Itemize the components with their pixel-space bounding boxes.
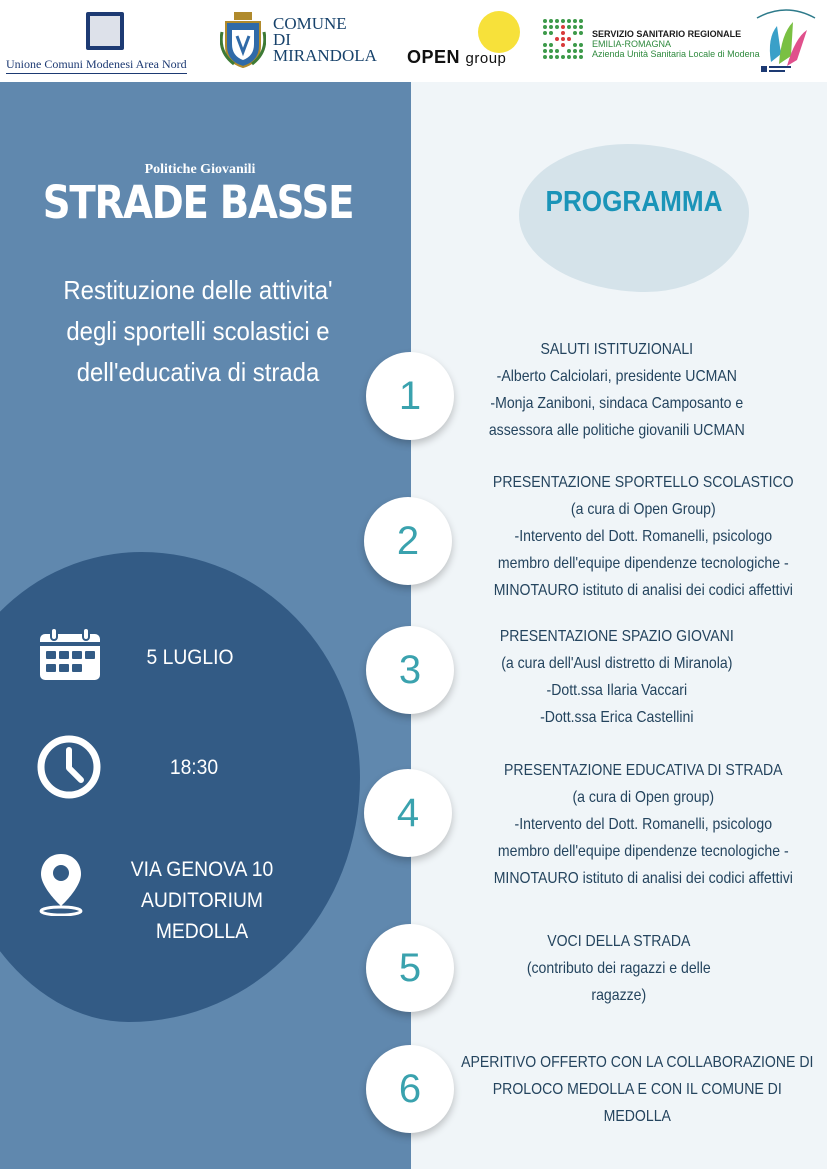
eyebrow-label: Politiche Giovanili bbox=[144, 162, 256, 177]
step-2-text bbox=[462, 469, 825, 604]
step-2-line-5: MINOTAURO istituto di analisi dei codici affettivi bbox=[493, 582, 793, 599]
step-1-line-4: assessora alle politiche giovanili UCMAN bbox=[488, 422, 745, 439]
step-6-line-3: MEDOLLA bbox=[603, 1108, 671, 1125]
step-1-text bbox=[476, 336, 758, 444]
location-pin-icon bbox=[37, 852, 85, 916]
mirandola-logo-text bbox=[273, 16, 377, 64]
clock-icon bbox=[36, 734, 102, 800]
step-number-6: 6 bbox=[366, 1045, 454, 1133]
step-4-line-5: MINOTAURO istituto di analisi dei codici affettivi bbox=[493, 870, 793, 887]
event-time: 18:30 bbox=[169, 756, 219, 779]
step-number-5: 5 bbox=[366, 924, 454, 1012]
step-5-line-3: ragazze) bbox=[591, 987, 647, 1004]
ucman-logo-text: Unione Comuni Modenesi Area Nord bbox=[6, 57, 187, 74]
subtitle-line-3: dell'educativa di strada bbox=[76, 357, 320, 387]
step-1-line-3: -Monja Zaniboni, sindaca Camposanto e bbox=[490, 395, 744, 412]
step-3-line-4: -Dott.ssa Erica Castellini bbox=[540, 709, 694, 726]
ssr-logo-text bbox=[592, 29, 760, 59]
mirandola-crest-icon bbox=[220, 12, 266, 68]
step-5-text bbox=[500, 928, 738, 1009]
place-line-1: VIA GENOVA 10 bbox=[130, 858, 274, 881]
logo-header bbox=[0, 0, 827, 82]
step-2-line-1: PRESENTAZIONE SPORTELLO SCOLASTICO bbox=[492, 474, 794, 491]
step-6-line-1: APERITIVO OFFERTO CON LA COLLABORAZIONE DI bbox=[461, 1054, 814, 1071]
mirandola-line-1: COMUNE bbox=[273, 14, 347, 33]
open-group-brand: OPEN bbox=[407, 47, 461, 67]
step-3-line-2: (a cura dell'Ausl distretto di Miranola) bbox=[501, 655, 733, 672]
step-number-2: 2 bbox=[364, 497, 452, 585]
open-group-suffix: group bbox=[465, 50, 507, 67]
step-4-line-1: PRESENTAZIONE EDUCATIVA DI STRADA bbox=[504, 762, 783, 779]
step-2-line-3: -Intervento del Dott. Romanelli, psicologo bbox=[514, 528, 773, 545]
calendar-icon bbox=[38, 628, 102, 682]
program-title: PROGRAMMA bbox=[545, 186, 723, 218]
step-2-line-4: membro dell'equipe dipendenze tecnologiche - bbox=[497, 555, 789, 572]
step-2-line-2: (a cura di Open Group) bbox=[570, 501, 716, 518]
step-4-line-4: membro dell'equipe dipendenze tecnologiche - bbox=[497, 843, 789, 860]
step-5-line-1: VOCI DELLA STRADA bbox=[547, 933, 691, 950]
step-1-line-1: SALUTI ISTITUZIONALI bbox=[540, 341, 694, 358]
step-number-4: 4 bbox=[364, 769, 452, 857]
event-place bbox=[99, 854, 305, 947]
subtitle-line-1: Restituzione delle attivita' bbox=[63, 275, 333, 305]
ssr-line-3: Azienda Unità Sanitaria Locale di Modena bbox=[592, 49, 760, 59]
step-3-line-1: PRESENTAZIONE SPAZIO GIOVANI bbox=[499, 628, 734, 645]
subtitle-line-2: degli sportelli scolastici e bbox=[66, 316, 330, 346]
ssr-dots-icon bbox=[542, 18, 584, 60]
step-4-line-3: -Intervento del Dott. Romanelli, psicologo bbox=[514, 816, 773, 833]
event-title: STRADE BASSE bbox=[42, 176, 354, 229]
mirandola-line-2: DI bbox=[273, 30, 291, 49]
step-number-1: 1 bbox=[366, 352, 454, 440]
ucman-crest-icon bbox=[86, 12, 124, 50]
ssr-line-2: EMILIA-ROMAGNA bbox=[592, 39, 672, 49]
event-info-panel bbox=[0, 82, 411, 1169]
mirandola-line-3: MIRANDOLA bbox=[273, 46, 377, 65]
step-number-3: 3 bbox=[366, 626, 454, 714]
event-date: 5 LUGLIO bbox=[146, 646, 234, 669]
ssr-line-1: SERVIZIO SANITARIO REGIONALE bbox=[592, 29, 742, 39]
step-6-text bbox=[456, 1049, 819, 1130]
step-3-text bbox=[476, 623, 758, 731]
step-4-text bbox=[462, 757, 825, 892]
place-line-2: AUDITORIUM MEDOLLA bbox=[140, 889, 264, 943]
step-6-line-2: PROLOCO MEDOLLA E CON IL COMUNE DI bbox=[492, 1081, 782, 1098]
centro-famiglie-hands-icon bbox=[751, 4, 821, 78]
step-4-line-2: (a cura di Open group) bbox=[572, 789, 715, 806]
event-subtitle bbox=[16, 270, 380, 393]
open-group-logo-text bbox=[407, 47, 506, 68]
step-3-line-3: -Dott.ssa Ilaria Vaccari bbox=[546, 682, 688, 699]
step-5-line-2: (contributo dei ragazzi e delle bbox=[526, 960, 711, 977]
step-1-line-2: -Alberto Calciolari, presidente UCMAN bbox=[496, 368, 737, 385]
